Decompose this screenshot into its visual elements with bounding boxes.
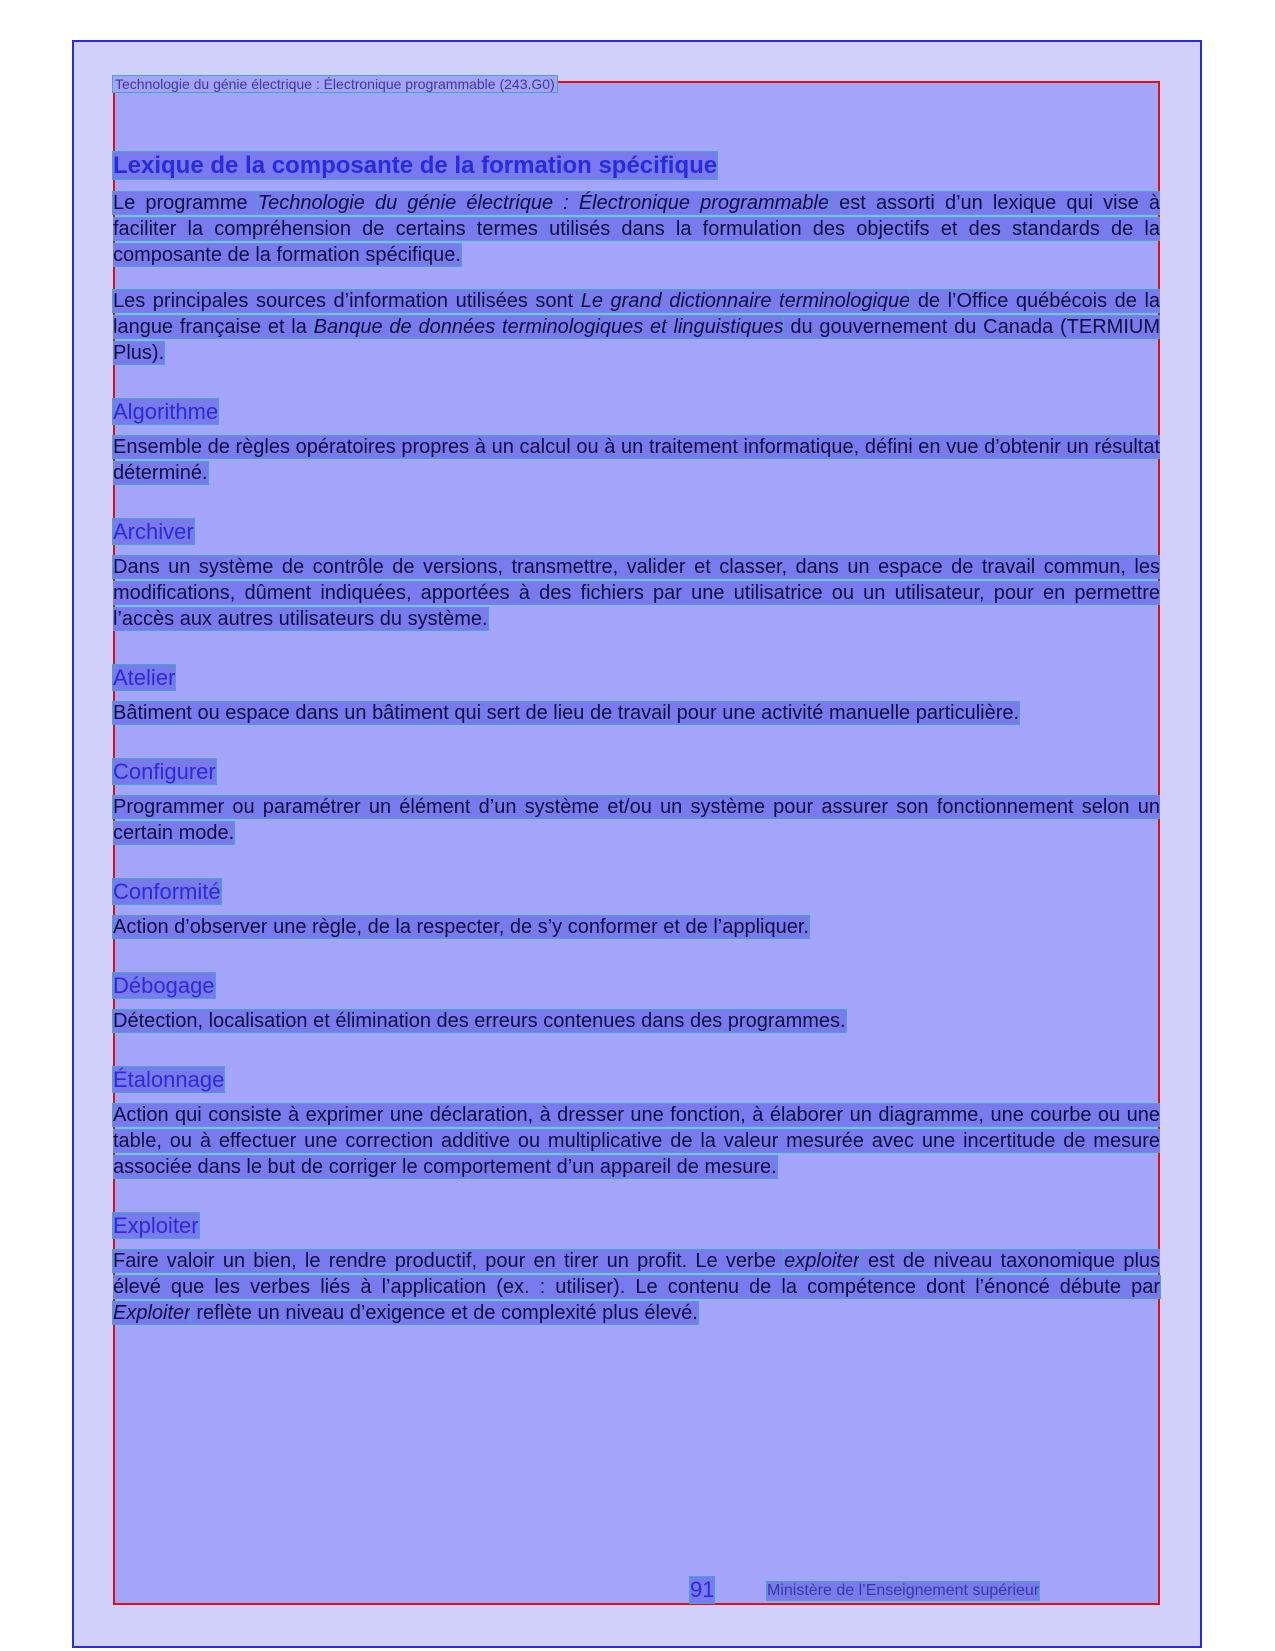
- entry-definition-part-a: Faire valoir un bien, le rendre productif, pour en tirer un profit. Le verbe: [113, 1250, 785, 1272]
- entry-definition-text: Bâtiment ou espace dans un bâtiment qui sert de lieu de travail pour une activité manuelle particulière.: [113, 702, 1020, 724]
- entry-definition-text: Programmer ou paramétrer un élément d’un système et/ou un système pour assurer son fonctionnement selon un certain mode.: [113, 796, 1160, 844]
- glossary-entry-algorithme: [113, 398, 1160, 486]
- entry-term: [113, 758, 1160, 786]
- intro-1-part-c: est assorti d’un lexique qui vise à faciliter la compréhension de certains termes utilisés dans la formulation des objectifs et des standards de la composante de la formation spécifique.: [113, 192, 1160, 266]
- entry-definition: [113, 434, 1160, 486]
- entry-term: [113, 878, 1160, 906]
- page-title: [113, 150, 1160, 182]
- entry-definition: [113, 700, 1160, 726]
- entry-term: [113, 972, 1160, 1000]
- intro-2-part-a: Les principales sources d’information utilisées sont: [113, 290, 581, 312]
- entry-term-text: Atelier: [113, 665, 176, 690]
- glossary-entry-configurer: [113, 758, 1160, 846]
- entry-term-text: Conformité: [113, 879, 221, 904]
- entry-definition-text: Action d’observer une règle, de la respecter, de s’y conformer et de l’appliquer.: [113, 916, 809, 938]
- footer-ministry: Ministère de l’Enseignement supérieur: [767, 1582, 1040, 1599]
- entry-definition-text: Détection, localisation et élimination des erreurs contenues dans des programmes.: [113, 1010, 846, 1032]
- page-title-text: Lexique de la composante de la formation spécifique: [113, 152, 718, 179]
- entry-term: [113, 664, 1160, 692]
- program-name: Technologie du génie électrique : Électronique programmable: [257, 192, 830, 214]
- entry-definition-text: Ensemble de règles opératoires propres à un calcul ou à un traitement informatique, défini en vue d’obtenir un résultat déterminé.: [113, 436, 1160, 484]
- glossary-entry-atelier: [113, 664, 1160, 726]
- glossary-entry-archiver: [113, 518, 1160, 632]
- intro-paragraph-2: [113, 288, 1160, 366]
- glossary-entry-exploiter: [113, 1212, 1160, 1326]
- entry-term: [113, 518, 1160, 546]
- entry-term-text: Archiver: [113, 519, 194, 544]
- page-number: 91: [690, 1577, 715, 1602]
- main-content: [113, 150, 1160, 1326]
- source-dictionary: Le grand dictionnaire terminologique: [580, 290, 911, 312]
- entry-definition-verb-capitalized: Exploiter: [113, 1302, 191, 1324]
- entry-term-text: Exploiter: [113, 1213, 199, 1238]
- entry-definition: [113, 1008, 1160, 1034]
- glossary-entry-conformite: [113, 878, 1160, 940]
- entry-definition-text: Dans un système de contrôle de versions, transmettre, valider et classer, dans un espace de travail commun, les modifications, dûment indiquées, apportées à des fichiers par une utilisatrice ou un utilisateur, pour en permettre l’accès aux autres utilisateurs du système.: [113, 556, 1160, 630]
- entry-definition-part-c: est de niveau taxonomique plus élevé que les verbes liés à l’application (ex. : utiliser). Le contenu de la compétence dont l’énoncé débute par: [113, 1250, 1161, 1298]
- running-header: Technologie du génie électrique : Électronique programmable (243.G0): [115, 76, 555, 92]
- entry-definition: [113, 1248, 1160, 1326]
- entry-term-text: Étalonnage: [113, 1067, 225, 1092]
- glossary-entry-etalonnage: [113, 1066, 1160, 1180]
- entry-term-text: Configurer: [113, 759, 216, 784]
- intro-2-part-e: du gouvernement du Canada (TERMIUM Plus).: [113, 316, 1160, 364]
- entry-definition-verb: exploiter: [784, 1250, 860, 1272]
- source-termium: Banque de données terminologiques et linguistiques: [313, 316, 784, 338]
- entry-definition: [113, 794, 1160, 846]
- entry-definition-part-e: reflète un niveau d’exigence et de complexité plus élevé.: [190, 1302, 698, 1324]
- entry-definition: [113, 914, 1160, 940]
- entry-term-text: Débogage: [113, 973, 215, 998]
- entry-definition-text: Action qui consiste à exprimer une déclaration, à dresser une fonction, à élaborer un diagramme, une courbe ou une table, ou à effectuer une correction additive ou multiplicative de la valeur mesurée avec une incertitude de mesure associée dans le but de corriger le comportement d’un appareil de mesure.: [113, 1104, 1160, 1178]
- entry-term: [113, 1212, 1160, 1240]
- glossary-entry-debogage: [113, 972, 1160, 1034]
- intro-1-part-a: Le programme: [113, 192, 258, 214]
- entry-term: [113, 398, 1160, 426]
- entry-term-text: Algorithme: [113, 399, 219, 424]
- entry-definition: [113, 1102, 1160, 1180]
- intro-2-part-c: de l’Office québécois de la langue française et la: [113, 290, 1161, 338]
- entry-term: [113, 1066, 1160, 1094]
- entry-definition: [113, 554, 1160, 632]
- intro-paragraph-1: [113, 190, 1160, 268]
